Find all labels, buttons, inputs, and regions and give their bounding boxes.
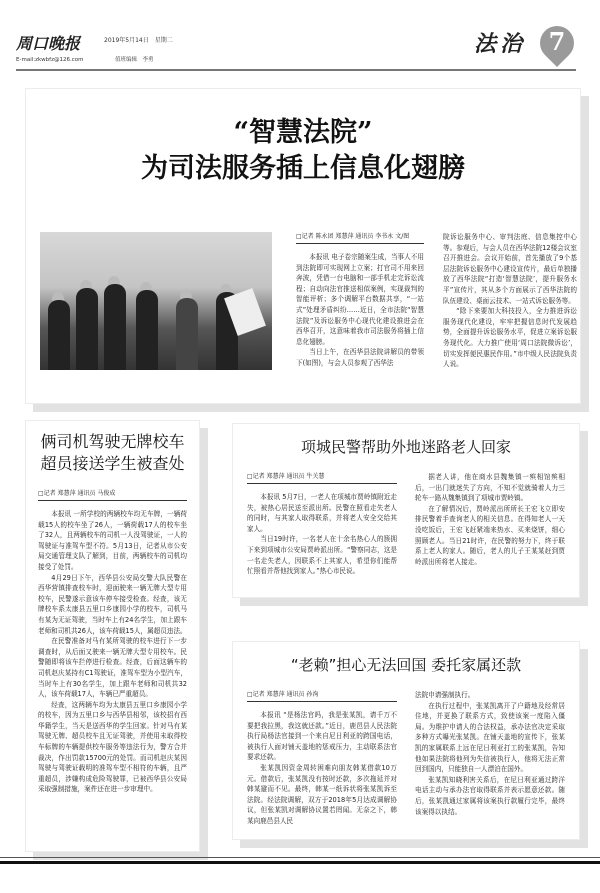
paragraph: 4月29日下午，西华县公安局交警大队民警在西华营镇排查校车时，迎面驶来一辆无牌大型专用校车，民警遂示意该车停车接受检查。经查，该无牌校车系太康县五里口乡康园小学的校车，司机马有某为无证驾驶，当时车上有24名学生，加上跟车老师和司机共26人，该车荷载15人，属超员违法。 <box>38 573 187 635</box>
footer-rule-thick <box>0 861 600 864</box>
duty-editor: 值班编辑 李勇 <box>115 57 154 63</box>
paragraph: 当日19时许，一名老人在十余名热心人的簇拥下来到项城市公安局贾岭派出所。“警察同志，这是一名走失老人，因联系不上其家人，希望你们能帮忙照看并帮他找到家人。”热心市民说。 <box>247 535 397 576</box>
lost-elder-article <box>232 423 580 598</box>
paragraph: 本报讯 电子卷宗随案生成，当事人不用到法院即可实现网上立案；打官司不用来回奔波，凭借一台电脑和一部手机走完诉讼流程；自动向法官推送相似案例，实现裁判的智能评析；多个调解平台数据共享，“一站式”处理矛盾纠纷……近日，全市法院“智慧法院”及诉讼服务中心现代化建设推进会在西华召开，这意味着我市司法服务将插上信息化翅膀。 <box>296 253 424 346</box>
section-title: 法治 <box>474 31 527 57</box>
paragraph: 当日上午，在西华县法院讲解员的带领下(如图)，与会人员参观了西华法 <box>296 348 424 367</box>
masthead-logo: 周口晚报 <box>16 34 81 53</box>
main-title-line1: “智慧法院” <box>233 117 373 148</box>
paragraph: “除下来要加大科技投入，全力推进诉讼服务现代化建设，牢牢把握信息时代发展趋势，全面提升诉讼服务水平，促进立案诉讼服务现代化。大力推广使用‘周口法院微诉讼’，切实发挥便民惠民作用。”市中级人民法院负责人说。 <box>443 307 577 369</box>
paragraph: 法院申请强制执行。 <box>415 691 475 699</box>
page-number: 7 <box>548 27 566 56</box>
main-byline: □记者 陈永团 郑慧萍 通讯员 李书永 文/图 <box>296 232 424 244</box>
court-visit-photo <box>40 232 272 370</box>
footer-rule-thin <box>0 857 600 858</box>
paragraph: 张某凯因资金周转困难向朋友韩某借款10万元。借款后，张某凯没有按时还款，多次拖延并对韩某避而不见。最终，韩某一纸诉状将张某凯诉至法院。经法院调解，双方于2018年5月达成调解协议，但张某凯对调解协议置若罔闻。无奈之下，韩某向鹿邑县人民 <box>247 763 397 825</box>
main-article-col1 <box>296 232 424 369</box>
article-title: “老赖”担心无法回国 委托家属还款 <box>290 656 522 674</box>
paragraph: 在了解情况后，贾岭派出所所长王宏飞立即安排民警着手查询老人的相关信息。在得知老人一天没吃饭后，王宏飞赶紧端来热水、买来烧饼，细心照顾老人。当日21时许，在民警的努力下，终于联系上老人的家人。随后，老人的儿子王某某赶到贾岭派出所将老人接走。 <box>415 504 565 566</box>
paragraph: 据老人讲，他在商水县魏集镇一殡相馆殡相后，一出门就迷失了方向，不知不觉就骑着人力三轮车一路从魏集镇到了项城市贾岭镇。 <box>415 473 565 503</box>
school-bus-article <box>25 420 200 852</box>
main-title-line2: 为司法服务插上信息化翅膀 <box>141 153 465 184</box>
paragraph: 张某凯知晓利害关系后，在尼日利亚通过跨洋电话主动与承办法官取得联系并表示愿意还款。随后，张某凯通过家属将该案执行款履行完毕，最终该案得以执结。 <box>415 775 565 816</box>
paragraph: 本报讯 一所学校的两辆校车均无车牌，一辆荷载15人的校车坐了26人，一辆荷载17人的校车坐了32人，且两辆校车的司机一人没驾驶证，一人的驾驶证与准驾车型不符。5月13日，记者从市公安局交通管理支队了解到，目前，两辆校车的司机均接受了处罚。 <box>38 510 187 571</box>
main-article-col2 <box>443 232 577 370</box>
paragraph: 经查，这两辆车均为太康县五里口乡康园小学的校车，因为五里口乡与西华县相邻，该校招有西华籍学生，当天是送西华的学生回家。针对马有某驾驶无牌、超员校车且无证驾驶，并使用未取得校车标牌的车辆提供校车服务等违法行为，警方合并裁决，作出罚款15700元的处罚。而司机赵庆某因驾驶与驾驶证载明的准驾车型不相符的车辆，且严重超员，涉嫌构成危险驾驶罪，已被西华县公安局采取强制措施，案件还在进一步审理中。 <box>38 700 187 794</box>
issue-date: 2019年5月14日 星期二 <box>104 37 173 44</box>
paragraph: 在民警准备对马有某所驾驶的校车进行下一步调查时，从后面又驶来一辆无牌大型专用校车。民警随即将该车拦停进行检查。经查，后面这辆车的司机赵庆某持有C1驾驶证，准驾车型为小型汽车，当时车上有30名学生，加上跟车老师和司机共32人，该车荷载17人，车辆已严重超员。 <box>38 637 187 699</box>
article-byline: □记者 郑慧萍 通讯员 马俊成 <box>38 489 187 501</box>
article-title: 项城民警帮助外地迷路老人回家 <box>300 438 511 456</box>
paragraph: 本报讯 “是杨法官吗，我是张某凯，请千万不要把我拉黑，我这就还款。”近日，鹿邑县人民法院执行局杨法官接到一个来自尼日利亚的跨国电话，被执行人面对铺天盖地的惩戒压力，主动联系法官要求还款。 <box>247 711 397 762</box>
debtor-repay-article <box>232 641 580 840</box>
article-title-line2: 超员接送学生被查处 <box>40 454 185 473</box>
article-title-line1: 俩司机驾驶无牌校车 <box>40 432 185 451</box>
article-byline: □记者 郑慧萍 通讯员 孙洵 <box>247 690 397 702</box>
paragraph: 在执行过程中，张某凯离开了户籍地及经常居住地，并更换了联系方式，致使该案一度陷入僵局。为维护申请人的合法权益，承办法官决定采取多种方式曝光张某凯。在铺天盖地的宣传下，张某凯的家属联系上远在尼日利亚打工的张某凯，告知他如果法院将他列为失信被执行人，他将无法正常回到国内，只能独自一人漂泊在国外。 <box>415 701 565 774</box>
article-byline: □记者 郑慧萍 通讯员 牛关慧 <box>247 472 397 484</box>
paragraph: 院诉讼服务中心、审判法庭、信息集控中心等。参观后，与会人员在西华法院12楼会议室召开推进会。会议开始前，首先播放了9个基层法院诉讼服务中心建设宣传片，最后单独播放了西华法院“打造‘智慧法院’，提升服务水平”宣传片，其从多个方面展示了西华法院的队伍建设、桌面云技术、一站式诉讼服务等。 <box>443 233 577 305</box>
header-rule <box>16 69 576 71</box>
contact-email: E-mail:zkwbfz@126.com <box>16 57 84 63</box>
paragraph: 本报讯 5月7日，一老人在项城市贾岭镇附近走失，被热心居民送至派出所。民警在照看走失老人的同时，与其家人取得联系，并将老人安全交给其家人。 <box>247 493 397 533</box>
